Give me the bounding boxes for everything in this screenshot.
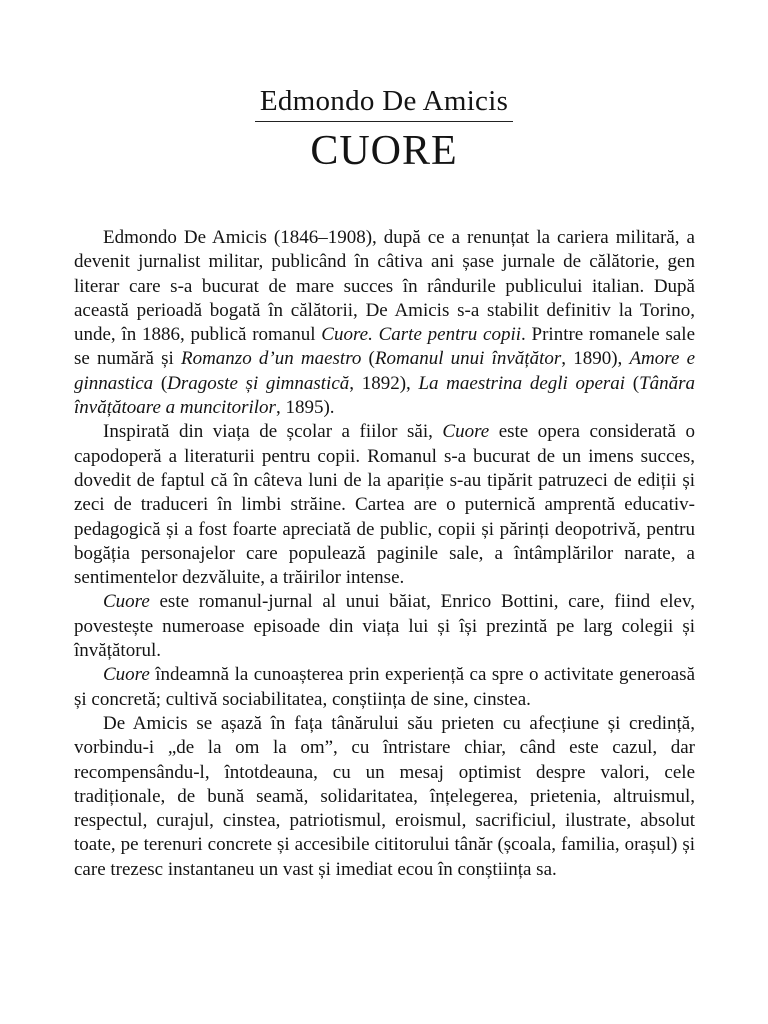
intro-text bbox=[74, 226, 695, 882]
paragraph-5 bbox=[74, 712, 695, 882]
author-name: Edmondo De Amicis bbox=[259, 85, 509, 117]
italic-title: Romanzo d’un maestro bbox=[180, 348, 362, 370]
italic-title: La maestrina degli operai bbox=[418, 372, 626, 394]
italic-title: Tânăra învățătoare a muncitorilor bbox=[74, 372, 696, 419]
italic-title: Cuore bbox=[442, 421, 490, 443]
text-span: , 1895). bbox=[275, 397, 335, 419]
text-span: Inspirată din viața de școlar a fiilor săi, bbox=[103, 421, 443, 443]
text-span: . Printre romanele sale se numără și bbox=[74, 324, 695, 370]
text-span: îndeamnă la cunoașterea prin experiență ca spre o activitate generoasă și concretă; cultivă sociabilitatea, conștiința de sine, cinstea. bbox=[74, 664, 695, 710]
italic-title: Cuore. Carte pentru copii bbox=[321, 324, 522, 346]
text-span: , 1892), bbox=[349, 372, 419, 394]
text-span: , 1890), bbox=[561, 348, 630, 370]
italic-title: Dragoste și gimnastică bbox=[167, 372, 350, 394]
text-span: De Amicis se așază în fața tânărului său prieten cu afecțiune și credință, vorbindu-i „de la om la om”, cu întristare chiar, când este cazul, dar recompensându-l, întotdeauna, cu un mesaj optimist despre valori, cele tradiționale, de bună seamă, solidaritatea, înțelegerea, prietenia, altruismul, respectul, curajul, cinstea, patriotismul, eroismul, sacrificiul, ilustrate, absolut toate, pe terenuri concrete și accesibile cititorului tânăr (școala, familia, orașul) și care trezesc instantaneu un vast și imediat ecou în conștiința sa. bbox=[74, 712, 695, 880]
paragraph-1 bbox=[74, 226, 695, 420]
italic-title: Cuore bbox=[103, 591, 150, 613]
text-span: Edmondo De Amicis (1846–1908), după ce a renunțat la cariera militară, a devenit jurnalist militar, publicând în câtiva ani șase jurnale de călătorie, gen literar care s-a bucurat de mare succes în rândurile publicului italian. După această perioadă bogată în călătorii, De Amicis s-a stabilit definitiv la Torino, unde, în 1886, publică romanul bbox=[74, 227, 695, 346]
paragraph-2 bbox=[74, 420, 695, 590]
italic-title: Cuore bbox=[103, 664, 150, 686]
text-span: ( bbox=[625, 372, 640, 394]
text-span: este romanul-jurnal al unui băiat, Enrico Bottini, care, fiind elev, povestește numeroase episoade din viața lui și își prezintă pe larg colegii și învățătorul. bbox=[74, 591, 695, 662]
text-span: este opera considerată o capodoperă a literaturii pentru copii. Romanul s-a bucurat de un imens succes, dovedit de faptul că în câteva luni de la apariție s-au tipărit patruzeci de ediții și zeci de traduceri în limbi străine. Cartea are o puternică amprentă educativ-pedagogică și a fost foarte apreciată de public, copii și părinți deopotrivă, pentru bogăția personajelor care populează paginile sale, a întâmplărilor narate, a sentimentelor dezvăluite, a trăirilor intense. bbox=[74, 421, 695, 589]
book-title: CUORE bbox=[310, 128, 458, 174]
italic-title: Amore e ginnastica bbox=[74, 348, 696, 394]
paragraph-3 bbox=[74, 590, 695, 663]
paragraph-4 bbox=[74, 663, 695, 712]
title-divider bbox=[255, 121, 513, 122]
text-span: ( bbox=[361, 348, 375, 370]
text-span: ( bbox=[153, 372, 168, 394]
italic-title: Romanul unui învățător bbox=[374, 348, 562, 370]
